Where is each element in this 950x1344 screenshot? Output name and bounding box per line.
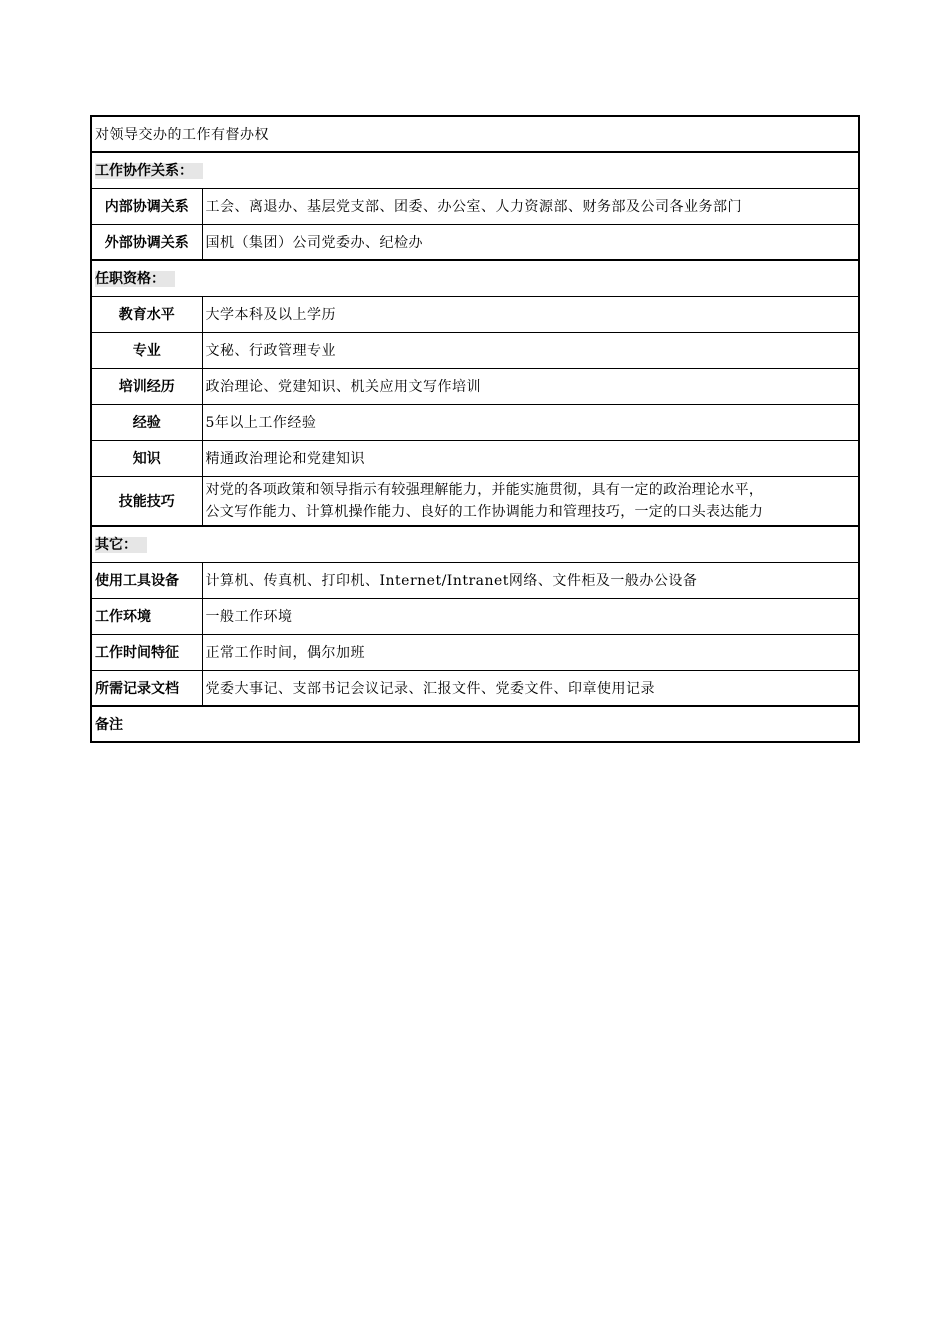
collab-label: 内部协调关系 bbox=[91, 188, 202, 224]
qual-row-skills bbox=[91, 476, 859, 526]
other-value: 计算机、传真机、打印机、Internet/Intranet网络、文件柜及一般办公设备 bbox=[202, 562, 859, 598]
qual-value: 精通政治理论和党建知识 bbox=[202, 440, 859, 476]
authority-row bbox=[91, 116, 859, 152]
section-title-collab: 工作协作关系： bbox=[95, 163, 203, 179]
collab-value: 国机（集团）公司党委办、纪检办 bbox=[202, 224, 859, 260]
job-description-table bbox=[90, 115, 860, 743]
collab-row-external bbox=[91, 224, 859, 260]
qual-label: 专业 bbox=[91, 332, 202, 368]
other-row-hours bbox=[91, 634, 859, 670]
qual-label: 技能技巧 bbox=[91, 476, 202, 526]
qual-value: 文秘、行政管理专业 bbox=[202, 332, 859, 368]
authority-text: 对领导交办的工作有督办权 bbox=[91, 116, 859, 152]
other-label: 工作环境 bbox=[91, 598, 202, 634]
other-label: 使用工具设备 bbox=[91, 562, 202, 598]
skills-line-1: 对党的各项政策和领导指示有较强理解能力，并能实施贯彻，具有一定的政治理论水平， bbox=[205, 481, 764, 498]
qual-value bbox=[202, 476, 859, 526]
qual-value: 5年以上工作经验 bbox=[202, 404, 859, 440]
remarks-label: 备注 bbox=[91, 706, 859, 742]
qual-row-training bbox=[91, 368, 859, 404]
qual-row-knowledge bbox=[91, 440, 859, 476]
other-value: 正常工作时间，偶尔加班 bbox=[202, 634, 859, 670]
section-header-collab bbox=[91, 152, 859, 188]
qual-label: 培训经历 bbox=[91, 368, 202, 404]
collab-label: 外部协调关系 bbox=[91, 224, 202, 260]
qual-row-major bbox=[91, 332, 859, 368]
qual-label: 知识 bbox=[91, 440, 202, 476]
qual-label: 教育水平 bbox=[91, 296, 202, 332]
other-row-environment bbox=[91, 598, 859, 634]
other-value: 一般工作环境 bbox=[202, 598, 859, 634]
skills-line-2: 公文写作能力、计算机操作能力、良好的工作协调能力和管理技巧，一定的口头表达能力 bbox=[205, 503, 764, 520]
other-row-tools bbox=[91, 562, 859, 598]
qual-label: 经验 bbox=[91, 404, 202, 440]
other-label: 所需记录文档 bbox=[91, 670, 202, 706]
other-value: 党委大事记、支部书记会议记录、汇报文件、党委文件、印章使用记录 bbox=[202, 670, 859, 706]
qual-row-experience bbox=[91, 404, 859, 440]
section-header-other bbox=[91, 526, 859, 562]
collab-row-internal bbox=[91, 188, 859, 224]
collab-value: 工会、离退办、基层党支部、团委、办公室、人力资源部、财务部及公司各业务部门 bbox=[202, 188, 859, 224]
section-title-other: 其它： bbox=[95, 537, 147, 553]
other-row-documents bbox=[91, 670, 859, 706]
qual-row-education bbox=[91, 296, 859, 332]
qual-value: 大学本科及以上学历 bbox=[202, 296, 859, 332]
section-title-qual: 任职资格： bbox=[95, 271, 175, 287]
remarks-row bbox=[91, 706, 859, 742]
qual-value: 政治理论、党建知识、机关应用文写作培训 bbox=[202, 368, 859, 404]
other-label: 工作时间特征 bbox=[91, 634, 202, 670]
section-header-qual bbox=[91, 260, 859, 296]
